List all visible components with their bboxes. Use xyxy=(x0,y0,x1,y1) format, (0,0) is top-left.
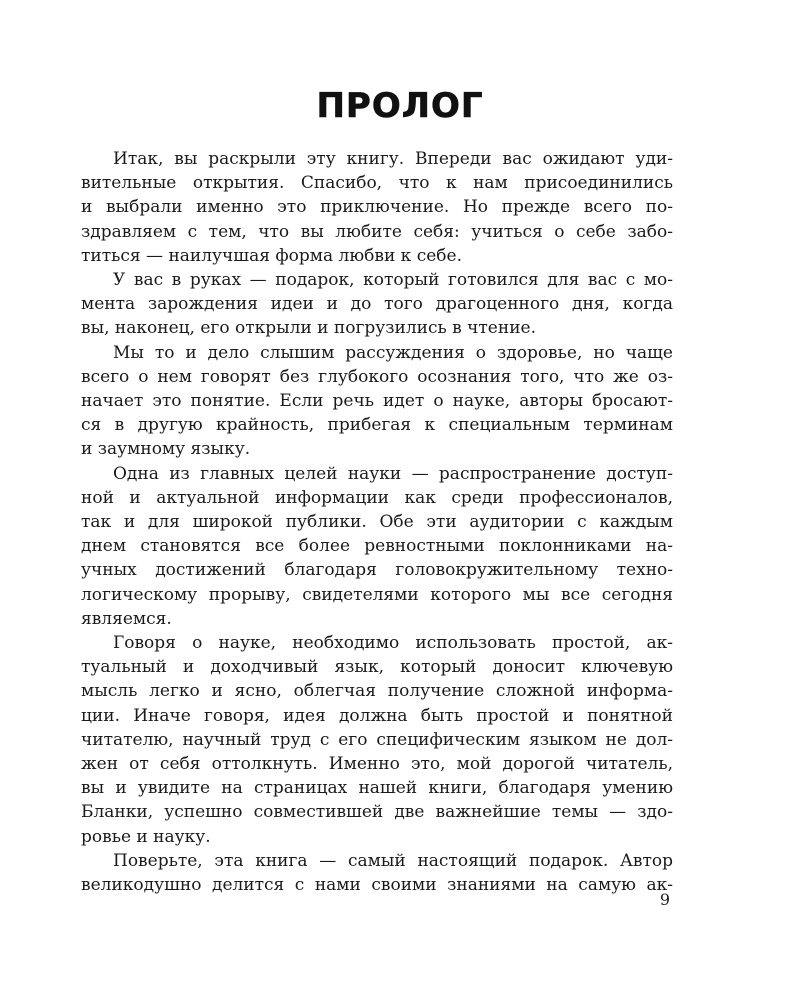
text-line: титься — наилучшая форма любви к себе. xyxy=(81,245,462,266)
text-line: всего о нем говорят без глубокого осознания того, что же оз- xyxy=(81,366,673,387)
text-line: мента зарождения идеи и до того драгоценного дня, когда xyxy=(81,294,673,315)
text-line: вительные открытия. Спасибо, что к нам присоединились xyxy=(81,173,673,194)
text-line: вы и увидите на страницах нашей книги, благодаря умению xyxy=(81,778,673,799)
text-line: так и для широкой публики. Обе эти аудитории с каждым xyxy=(81,512,673,533)
paragraph xyxy=(81,147,673,268)
paragraph xyxy=(81,849,673,897)
paragraph xyxy=(81,268,673,341)
text-line: логическому прорыву, свидетелями которого мы все сегодня xyxy=(81,584,673,605)
text-line: великодушно делится с нами своими знаниями на самую ак- xyxy=(81,875,673,896)
paragraph xyxy=(81,341,673,462)
text-line: и выбрали именно это приключение. Но прежде всего по- xyxy=(81,197,673,218)
text-line: читателю, научный труд с его специфическим языком не дол- xyxy=(81,729,673,750)
text-line: Одна из главных целей науки — распространение доступ- xyxy=(113,463,673,484)
text-line: Мы то и дело слышим рассуждения о здоровье, но чаще xyxy=(113,342,673,363)
text-line: ной и актуальной информации как среди профессионалов, xyxy=(81,487,673,508)
chapter-title: ПРОЛОГ xyxy=(316,86,484,126)
text-line: мысль легко и ясно, облегчая получение сложной информа- xyxy=(81,681,673,702)
text-line: У вас в руках — подарок, который готовился для вас с мо- xyxy=(113,270,673,291)
text-line: туальный и доходчивый язык, который доносит ключевую xyxy=(81,657,673,678)
text-line: ции. Иначе говоря, идея должна быть простой и понятной xyxy=(81,705,673,726)
paragraph xyxy=(81,462,673,631)
text-line: учных достижений благодаря головокружительному техно- xyxy=(81,560,673,581)
text-line: днем становятся все более ревностными поклонниками на- xyxy=(81,536,673,557)
text-line: жен от себя оттолкнуть. Именно это, мой дорогой читатель, xyxy=(81,754,673,775)
text-line: и заумному языку. xyxy=(81,439,251,460)
text-line: Поверьте, эта книга — самый настоящий подарок. Автор xyxy=(113,850,673,871)
page-number: 9 xyxy=(659,890,671,909)
text-line: являемся. xyxy=(81,608,172,629)
text-line: Бланки, успешно совместившей две важнейшие темы — здо- xyxy=(81,802,673,823)
text-line: начает это понятие. Если речь идет о науке, авторы бросают- xyxy=(81,391,673,412)
text-line: ся в другую крайность, прибегая к специальным терминам xyxy=(81,415,673,436)
paragraph xyxy=(81,631,673,849)
text-line: вы, наконец, его открыли и погрузились в чтение. xyxy=(81,318,536,339)
body-text xyxy=(81,147,673,897)
text-line: ровье и науку. xyxy=(81,826,211,847)
text-line: здравляем с тем, что вы любите себя: учиться о себе забо- xyxy=(81,221,673,242)
text-line: Итак, вы раскрыли эту книгу. Впереди вас ожидают уди- xyxy=(113,149,673,169)
text-line: Говоря о науке, необходимо использовать простой, ак- xyxy=(113,633,673,654)
